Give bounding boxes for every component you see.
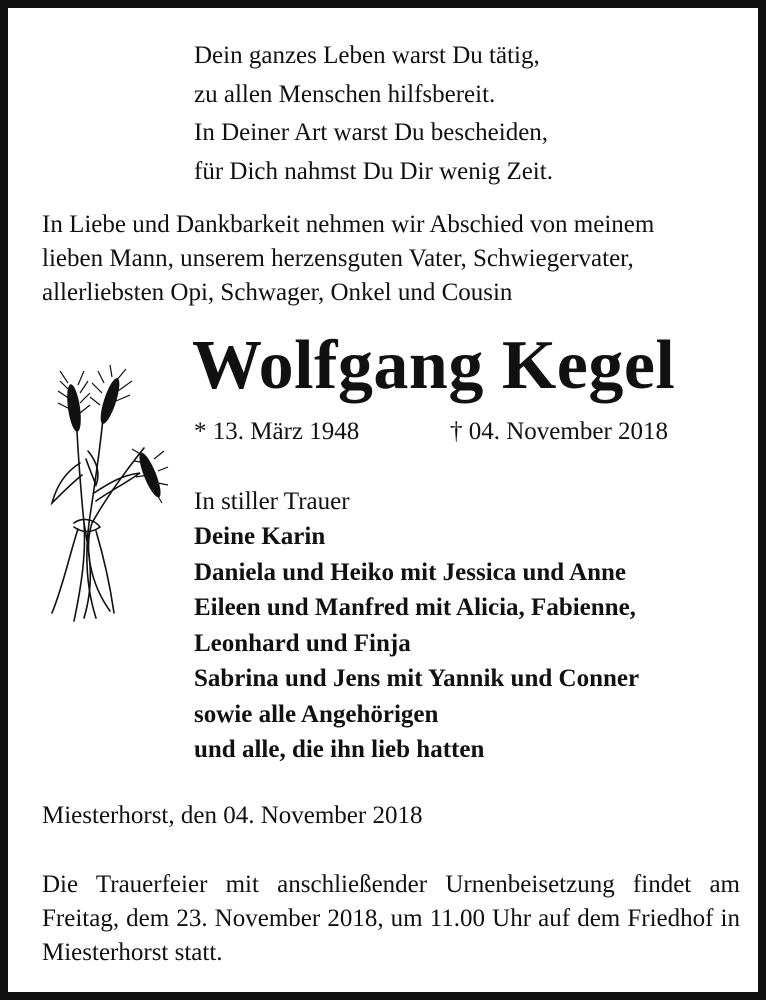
wheat-sheaf-icon [44, 363, 169, 628]
place-date: Miesterhorst, den 04. November 2018 [42, 802, 423, 829]
mourner-line: und alle, die ihn lieb hatten [194, 736, 485, 763]
birth-date: * 13. März 1948 [194, 418, 360, 445]
intro-line: allerliebsten Opi, Schwager, Onkel und Cousin [42, 279, 513, 306]
poem-line: zu allen Menschen hilfsbereit. [194, 80, 496, 108]
mourner-line: Daniela und Heiko mit Jessica und Anne [194, 558, 627, 586]
mourner-line: Sabrina und Jens mit Yannik und Conner [194, 665, 640, 692]
poem-line: Dein ganzes Leben warst Du tätig, [194, 42, 540, 69]
mourning-line: In stiller Trauer [194, 488, 350, 515]
mourners-list [194, 519, 639, 768]
mourner-line: Eileen und Manfred mit Alicia, Fabienne, [194, 594, 636, 621]
poem-line: In Deiner Art warst Du bescheiden, [194, 119, 549, 146]
mourner-line: Deine Karin [194, 523, 326, 550]
intro-line: In Liebe und Dankbarkeit nehmen wir Abschied von meinem [42, 211, 655, 238]
intro-line: lieben Mann, unserem herzensguten Vater, Schwiegervater, [42, 245, 634, 272]
intro-text [42, 208, 742, 310]
ceremony-info: Die Trauerfeier mit anschließender Urnenbeisetzung findet am Freitag, dem 23. November 2018, um 11.00 Uhr auf dem Friedhof in Miesterhorst statt. [42, 871, 740, 966]
death-date: † 04. November 2018 [450, 418, 669, 445]
mourner-line: sowie alle Angehörigen [194, 700, 439, 728]
deceased-name: Wolfgang Kegel [192, 327, 676, 404]
poem [194, 37, 553, 191]
poem-line: für Dich nahmst Du Dir wenig Zeit. [194, 157, 553, 185]
mourner-line: Leonhard und Finja [194, 629, 411, 657]
